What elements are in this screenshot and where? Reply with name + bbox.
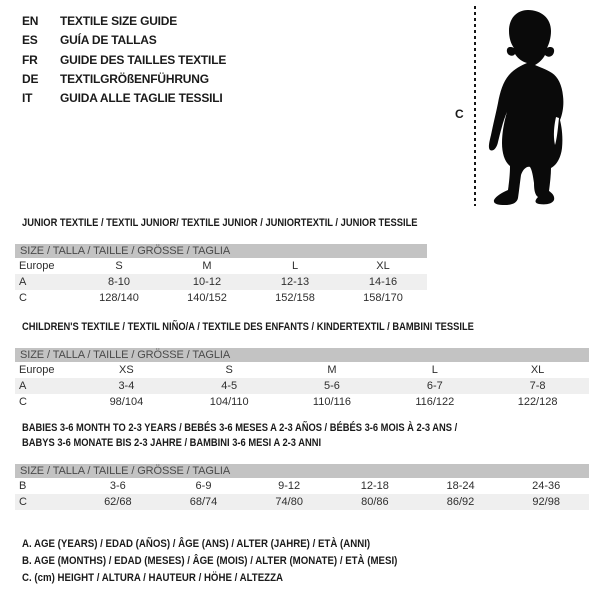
lang-row-fr — [22, 51, 226, 70]
row-label: Europe — [19, 260, 55, 272]
lang-code: ES — [22, 33, 38, 48]
row-label: Europe — [19, 364, 55, 376]
row-value: 98/104 — [109, 396, 144, 408]
row-value: 80/86 — [361, 496, 389, 508]
table-row-height — [15, 290, 427, 306]
row-value: 10-12 — [192, 276, 222, 288]
row-value: XS — [119, 364, 134, 376]
height-measure-dashed-line — [474, 6, 476, 206]
lang-code: IT — [22, 91, 33, 106]
toddler-silhouette-icon — [485, 7, 573, 207]
row-value: 3-4 — [118, 380, 135, 392]
row-value: 6-7 — [426, 380, 443, 392]
lang-title: GUIDA ALLE TAGLIE TESSILI — [60, 91, 223, 106]
row-value: 62/68 — [104, 496, 132, 508]
footnote-c-text: C. (cm) HEIGHT / ALTURA / HAUTEUR / HÖHE / ALTEZZA — [22, 572, 284, 584]
language-title-list — [22, 12, 226, 108]
junior-size-header-bar: SIZE / TALLA / TAILLE / GRÖSSE / TAGLIA — [15, 244, 427, 258]
row-value: 152/158 — [275, 292, 315, 304]
row-label: A — [19, 276, 27, 288]
row-value: M — [327, 364, 337, 376]
row-value: 128/140 — [99, 292, 139, 304]
row-label: C — [19, 396, 27, 408]
row-value: 74/80 — [275, 496, 303, 508]
row-value: 8-10 — [107, 276, 131, 288]
row-value: S — [115, 260, 123, 272]
row-value: L — [291, 260, 299, 272]
row-label: B — [19, 480, 27, 492]
babies-table-title-line2: BABYS 3-6 MONATE BIS 2-3 JAHRE / BAMBINI 3-6 MESI A 2-3 ANNI — [22, 437, 322, 449]
row-value: 7-8 — [529, 380, 546, 392]
table-row-age-months — [15, 478, 589, 494]
footnote-a-text: A. AGE (YEARS) / EDAD (AÑOS) / ÂGE (ANS) / ALTER (JAHRE) / ETÀ (ANNI) — [22, 538, 371, 550]
table-row-height — [15, 494, 589, 510]
lang-title: GUÍA DE TALLAS — [60, 33, 157, 48]
junior-table-title — [22, 216, 487, 231]
junior-size-table — [15, 258, 427, 306]
children-size-header-bar: SIZE / TALLA / TAILLE / GRÖSSE / TAGLIA — [15, 348, 589, 362]
row-value: 86/92 — [446, 496, 475, 508]
lang-code: FR — [22, 52, 38, 67]
footnote-a — [22, 536, 449, 553]
row-value: 6-9 — [195, 480, 212, 492]
babies-table-title — [22, 421, 534, 451]
row-value: 92/98 — [532, 496, 560, 508]
legend-footnotes — [22, 536, 449, 587]
lang-code: DE — [22, 71, 39, 86]
footnote-b — [22, 553, 449, 570]
row-value: 140/152 — [187, 292, 227, 304]
row-value: M — [202, 260, 212, 272]
row-label: C — [19, 292, 27, 304]
table-row-europe — [15, 258, 427, 274]
babies-size-table — [15, 478, 589, 510]
babies-size-header-bar: SIZE / TALLA / TAILLE / GRÖSSE / TAGLIA — [15, 464, 589, 478]
children-table-title-text: CHILDREN'S TEXTILE / TEXTIL NIÑO/A / TEXTILE DES ENFANTS / KINDERTEXTIL / BAMBINI TESSILE — [22, 321, 474, 333]
row-value: 12-13 — [280, 276, 310, 288]
junior-table-title-text: JUNIOR TEXTILE / TEXTIL JUNIOR/ TEXTILE JUNIOR / JUNIORTEXTIL / JUNIOR TESSILE — [22, 217, 418, 229]
footnote-c — [22, 570, 449, 587]
row-value: 3-6 — [109, 480, 126, 492]
row-value: 12-18 — [360, 480, 389, 492]
row-value: XL — [530, 364, 545, 376]
lang-row-it — [22, 89, 226, 108]
babies-table-title-line1: BABIES 3-6 MONTH TO 2-3 YEARS / BEBÉS 3-6 MESES A 2-3 AÑOS / BÉBÉS 3-6 MOIS À 2-3 ANS / — [22, 422, 458, 434]
row-value: 110/116 — [312, 396, 352, 408]
row-value: S — [225, 364, 233, 376]
row-value: 122/128 — [517, 396, 558, 408]
height-measure-label-c: C — [455, 107, 464, 121]
row-value: 14-16 — [368, 276, 398, 288]
row-value: 24-36 — [532, 480, 561, 492]
lang-row-es — [22, 31, 226, 50]
lang-title: TEXTILE SIZE GUIDE — [60, 14, 178, 28]
lang-title: GUIDE DES TAILLES TEXTILE — [60, 52, 227, 67]
table-row-age — [15, 378, 589, 394]
row-value: 18-24 — [446, 480, 475, 492]
row-label: A — [19, 380, 27, 392]
row-value: 4-5 — [221, 380, 238, 392]
children-table-title — [22, 320, 554, 335]
row-label: C — [19, 496, 27, 508]
lang-title: TEXTILGRÖßENFÜHRUNG — [60, 71, 209, 86]
lang-row-de — [22, 70, 226, 89]
children-size-table — [15, 362, 589, 410]
table-row-europe — [15, 362, 589, 378]
row-value: 5-6 — [324, 380, 340, 392]
row-value: 158/170 — [363, 292, 403, 304]
lang-code: EN — [22, 14, 39, 28]
row-value: XL — [376, 260, 390, 272]
footnote-b-text: B. AGE (MONTHS) / EDAD (MESES) / ÂGE (MOIS) / ALTER (MONATE) / ETÀ (MESI) — [22, 555, 398, 567]
table-row-height — [15, 394, 589, 410]
row-value: L — [431, 364, 438, 376]
row-value: 9-12 — [278, 480, 301, 492]
table-row-age — [15, 274, 427, 290]
row-value: 116/122 — [415, 396, 455, 408]
row-value: 68/74 — [189, 496, 218, 508]
lang-row-en — [22, 12, 226, 31]
row-value: 104/110 — [209, 396, 249, 408]
